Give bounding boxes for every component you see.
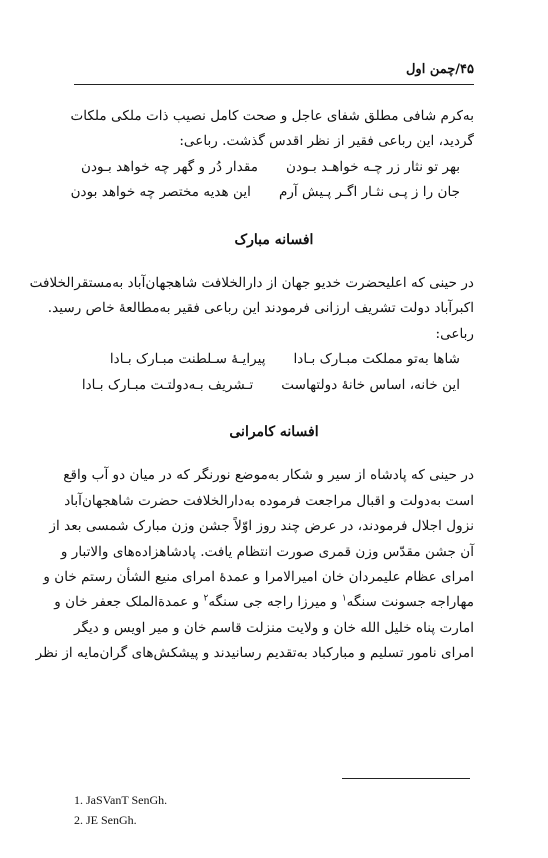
footnote-rule bbox=[342, 778, 470, 779]
text-line: آن جشن مقدّس وزن قمری صورت انتظام یافت. پادشاهزاده‌های والاتبار و bbox=[60, 543, 474, 560]
hemistich: شاها به‌تو مملکت مبـارک بـادا bbox=[293, 351, 460, 368]
hemistich: این هدیه مختصر چه خواهد بودن bbox=[70, 184, 251, 201]
verse-couplet bbox=[74, 373, 474, 398]
text-line: امرای نامور تسلیم و مبارکباد به‌تقدیم رسانیدند و پیشکش‌های گران‌مایه از نظر bbox=[35, 645, 474, 662]
hemistich: تـشریف بـه‌دولتـت مبـارک بـادا bbox=[81, 376, 254, 393]
text-line: نزول اجلال فرمودند، در عرض چند روز اوّلاً جشن وزن مبارک شمسی بعد از bbox=[49, 518, 474, 535]
footnote-ref: ۲ bbox=[203, 593, 209, 604]
text-line: در حینی که اعلیحضرت خدیو جهان از دارالخلافت شاهجهان‌آباد به‌مستقرالخلافت bbox=[29, 275, 474, 291]
verse-couplet bbox=[74, 347, 474, 372]
section-heading: افسانه کامرانی bbox=[229, 424, 319, 440]
section-heading: افسانه مبارک bbox=[234, 231, 314, 248]
running-head: ۴۵/چمن اول bbox=[405, 62, 474, 77]
text-fragment: مهاراجه جسونت سنگه bbox=[346, 594, 474, 611]
footnotes bbox=[74, 790, 167, 830]
text-line: گردید، این رباعی فقیر از نظر اقدس گذشت. رباعی: bbox=[179, 133, 474, 150]
hemistich: جان را ز پـی نثـار اگـر پـیش آرم bbox=[278, 184, 460, 201]
footnote: 1. JaSVanT SenGh. bbox=[74, 793, 168, 807]
footnote-ref: ۱ bbox=[341, 593, 347, 604]
text-line-with-footnotes bbox=[54, 590, 474, 615]
hemistich: بهر تو نثار زر چـه خواهـد بـودن bbox=[286, 158, 460, 175]
hemistich: مقدار دُر و گهر چه خواهد بـودن bbox=[80, 158, 258, 175]
text-line: امرای عظام علیمردان خان امیرالامرا و عمدهٔ امرای منیع الشأن رستم خان و bbox=[43, 569, 474, 586]
footnote: 2. JE SenGh. bbox=[74, 813, 137, 827]
text-fragment: و میرزا راجه جی سنگه bbox=[208, 594, 338, 611]
text-line: رباعی: bbox=[435, 325, 474, 342]
verse-couplet bbox=[74, 155, 474, 180]
text-line: اکبرآباد دولت تشریف ارزانی فرمودند این رباعی فقیر به‌مطالعهٔ خاص رسید. bbox=[47, 300, 474, 317]
text-line: است به‌دولت و اقبال مراجعت فرموده به‌دارالخلافت حضرت شاهجهان‌آباد bbox=[64, 492, 474, 509]
text-line: در حینی که پادشاه از سیر و شکار به‌موضع نورنگر که در میان دو آب واقع bbox=[63, 467, 474, 484]
hemistich: پیرایـهٔ سـلطنت مبـارک بـادا bbox=[109, 351, 266, 368]
verse-couplet bbox=[70, 180, 474, 205]
text-line: به‌کرم شافی مطلق شفای عاجل و صحت کامل نصیب ذات ملکی ملکات bbox=[70, 108, 474, 124]
text-line: امارت پناه خلیل الله خان و ولایت منزلت قاسم خان و میر اویس و دیگر bbox=[73, 619, 474, 636]
hemistich: این خانه، اساس خانهٔ دولتهاست bbox=[281, 376, 460, 393]
header-rule bbox=[74, 84, 474, 85]
page-body bbox=[29, 104, 474, 667]
page-header bbox=[74, 62, 474, 82]
text-fragment: و عمدةالملک جعفر خان و bbox=[54, 594, 200, 611]
